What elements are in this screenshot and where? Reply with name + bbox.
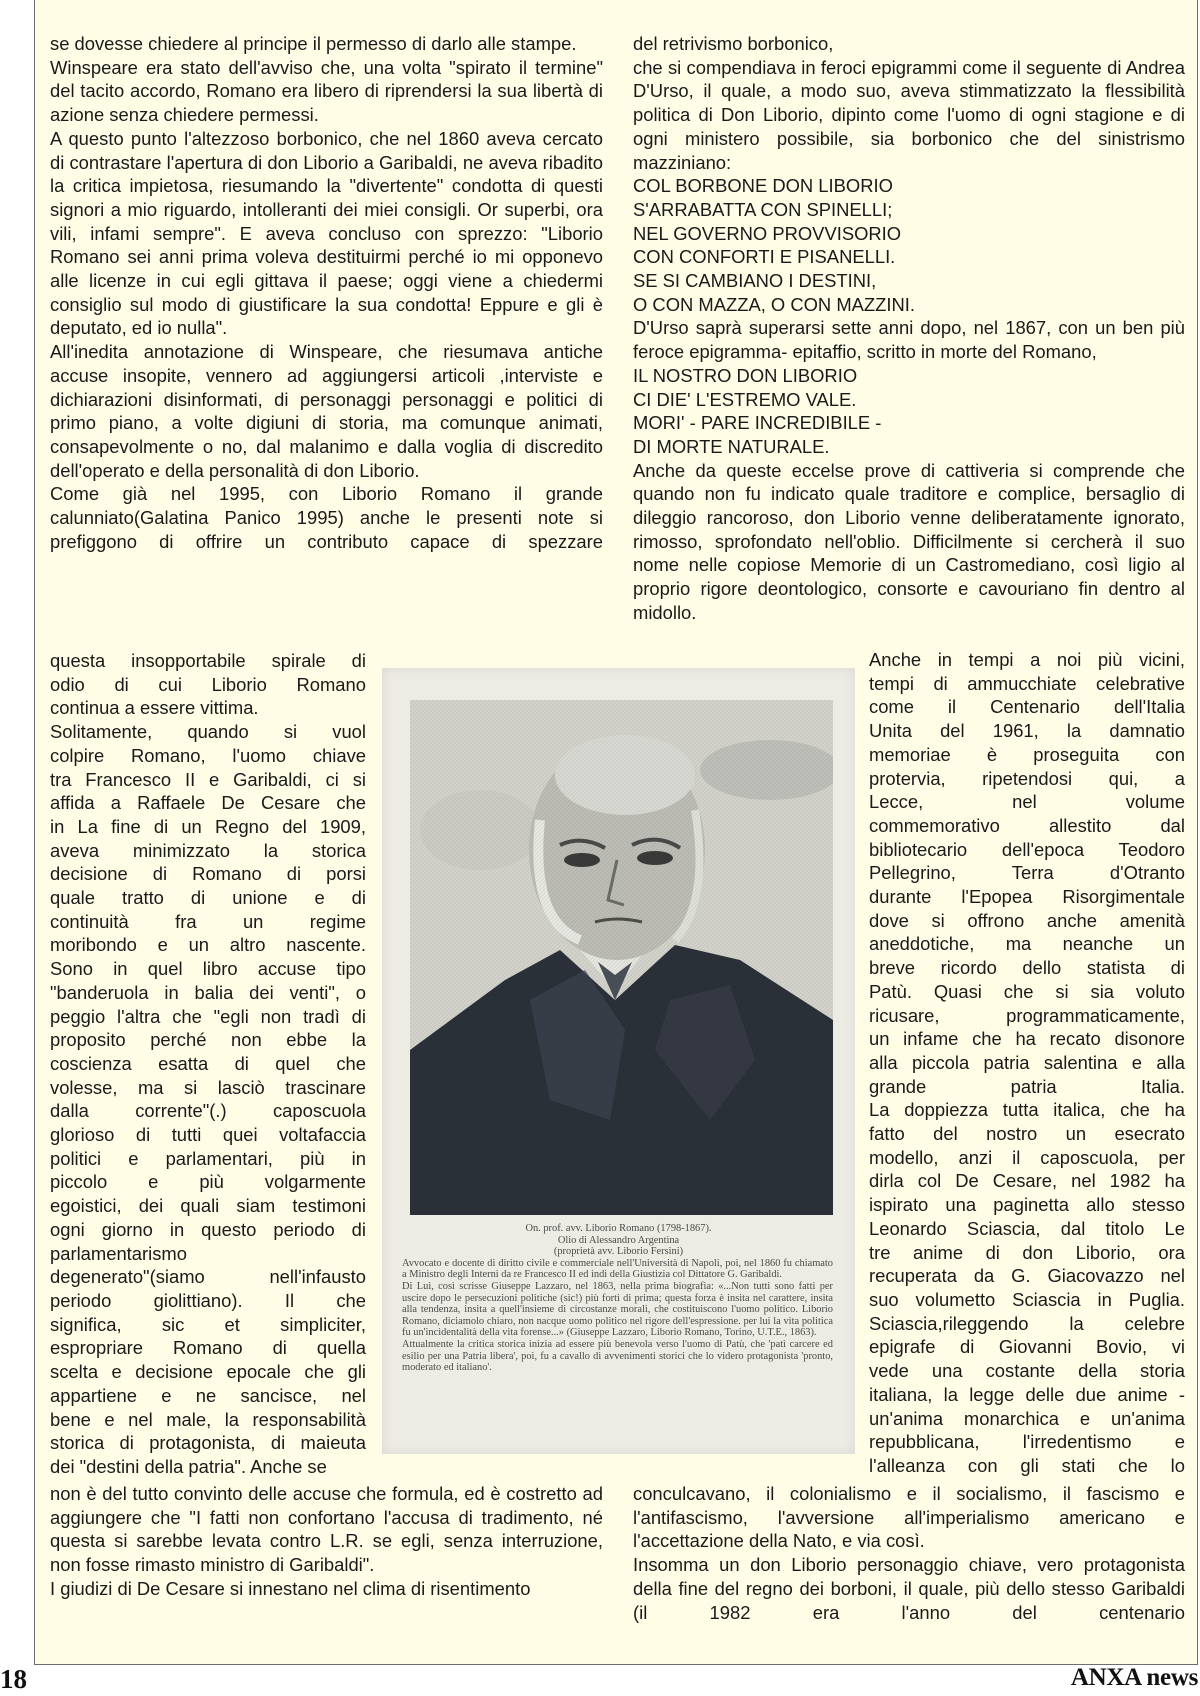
text-line: piccolo e più volgarmente: [50, 1171, 366, 1193]
text-line: coscienza esatta di quel che: [50, 1052, 366, 1074]
epigram-line: IL NOSTRO DON LIBORIO: [633, 364, 858, 386]
text-line: tra Francesco II e Garibaldi, ci si: [50, 768, 366, 790]
caption-paragraph: Avvocato e docente di diritto civile e commerciale nell'Università di Napoli, poi, nel 1860 fu chiamato a Ministro degli Interni da re Francesco II ed indi della Giustizia col Dittatore G. Garibaldi.: [402, 1257, 833, 1281]
text-line: significa, sic et simpliciter,: [50, 1313, 366, 1335]
text-line: peggio l'altra che "egli non tradì di: [50, 1005, 366, 1027]
text-line: proposito perché non ebbe la: [50, 1029, 366, 1051]
text-line: dalla corrente"(.) caposcuola: [50, 1100, 366, 1122]
text-line: quale tratto di unione e di: [50, 887, 366, 909]
text-line: ispirato una paginetta allo stesso: [869, 1194, 1185, 1216]
epigram-line: SE SI CAMBIANO I DESTINI,: [633, 270, 877, 292]
text-line: fatto del nostro un esecrato: [869, 1123, 1185, 1145]
right-column-bottom: [633, 1482, 1185, 1624]
text-line: alla piccola patria salentina e alla: [869, 1051, 1185, 1073]
text-line: commemorativo allestito dal: [869, 814, 1185, 836]
text-line: tempi di ammucchiate celebrative: [869, 672, 1185, 694]
caption-paragraph: Di Lui, così scrisse Giuseppe Lazzaro, nel 1863, nella prima biografia: «...Non tutti sono fatti per uscire dopo le persecuzioni politiche (sic!) più forti di prima; questa forza è insita nel carattere, insita alla tendenza, insita a quell'insieme di circostanze morali, che costituiscono l'uomo politico. Liborio Romano, diciamolo chiaro, non nacque uomo politico nel rigore dell'espressione. per lui la vita politica fu un'incidentalità della vita forense...» (Giuseppe Lazzaro, Liborio Romano, Torino, U.T.E., 1863).: [402, 1280, 833, 1339]
text-line: politici e parlamentari, più in: [50, 1147, 366, 1169]
text-line: Patù. Quasi che si sia voluto: [869, 980, 1185, 1002]
paragraph: Insomma un don Liborio personaggio chiave, vero protagonista della fine del regno dei borboni, il quale, più dello stesso Garibaldi (il 1982 era l'anno del centenario: [633, 1554, 1185, 1623]
text-line: breve ricordo dello statista di: [869, 957, 1185, 979]
text-line: continuità fra un regime: [50, 910, 366, 932]
text-line: come il Centenario dell'Italia: [869, 696, 1185, 718]
epigram-line: COL BORBONE DON LIBORIO: [633, 175, 893, 197]
text-line: dove si offrono anche amenità: [869, 909, 1185, 931]
text-line: Leonardo Sciascia, dal titolo Le: [869, 1217, 1185, 1239]
text-line: ricusare, programmaticamente,: [869, 1004, 1185, 1026]
paragraph: conculcavano, il colonialismo e il socialismo, il fascismo e l'antifascismo, l'avversione all'imperialismo americano e l'accettazione della Nato, e via così.: [633, 1483, 1185, 1552]
text-line: grande patria Italia.: [869, 1075, 1185, 1097]
paragraph: D'Urso saprà superarsi sette anni dopo, nel 1867, con un ben più feroce epigramma- epitaffio, scritto in morte del Romano,: [633, 317, 1185, 363]
text-line: vede una costante della storia: [869, 1360, 1185, 1382]
portrait-painting: [410, 700, 833, 1215]
left-column: [50, 32, 603, 553]
caption-title: On. prof. avv. Liborio Romano (1798-1867).: [525, 1223, 712, 1234]
text-line: parlamentarismo: [50, 1242, 187, 1264]
caption-paragraph: Attualmente la critica storica inizia ad essere più benevola verso l'uomo di Patù, che 'patì carcere ed esilio per una Patria libera', poi, fu a cavallo di avvenimenti storici che lo videro protagonista 'pronto, moderato ed italiano'.: [402, 1338, 833, 1374]
text-line: bibliotecario dell'epoca Teodoro: [869, 838, 1185, 860]
caption-artist: Olio di Alessandro Argentina: [557, 1234, 680, 1246]
text-line: odio di cui Liborio Romano: [50, 673, 366, 695]
text-line: Pellegrino, Terra d'Otranto: [869, 862, 1185, 884]
text-line: espropriare Romano di quella: [50, 1337, 366, 1359]
text-line: un'anima monarchica e un'anima: [869, 1407, 1185, 1429]
left-column-bottom: [50, 1482, 603, 1601]
paragraph: I giudizi di De Cesare si innestano nel clima di risentimento: [50, 1577, 531, 1599]
text-line: Lecce, nel volume: [869, 791, 1185, 813]
text-line: periodo giolittiano). Il che: [50, 1289, 366, 1311]
text-line: repubblicana, l'irredentismo e: [869, 1431, 1185, 1453]
epigram-line: MORI' - PARE INCREDIBILE -: [633, 412, 882, 434]
right-wrapped-text: [869, 648, 1185, 1478]
text-line: volesse, ma si lasciò trascinare: [50, 1076, 366, 1098]
text-line: dei "destini della patria". Anche se: [50, 1455, 327, 1477]
epigram-line: CON CONFORTI E PISANELLI.: [633, 246, 896, 268]
text-line: affida a Raffaele De Cesare che: [50, 792, 366, 814]
epigram-line: S'ARRABATTA CON SPINELLI;: [633, 198, 893, 220]
epigram-line: O CON MAZZA, O CON MAZZINI.: [633, 293, 915, 315]
text-line: recuperata da G. Giacovazzo nel: [869, 1265, 1185, 1287]
text-line: La doppiezza tutta italica, che ha: [869, 1099, 1185, 1121]
text-line: decisione di Romano di porsi: [50, 863, 366, 885]
text-line: in La fine di un Regno del 1909,: [50, 815, 366, 837]
portrait-illustration: [410, 700, 833, 1215]
text-line: glorioso di tutti quei voltafaccia: [50, 1124, 366, 1146]
text-line: durante l'Epopea Risorgimentale: [869, 886, 1185, 908]
paragraph: All'inedita annotazione di Winspeare, che riesumava antiche accuse insopite, vennero ad aggiungersi articoli ,interviste e dichiarazioni disinformati, di personaggi personaggi e politici di primo piano, a volte digiuni di storia, ma comunque animati, consapevolmente o no, dal malanimo e dalla voglia di discredito dell'operato e della personalità di don Liborio.: [50, 341, 603, 481]
text-line: moribondo e un altro nascente.: [50, 934, 366, 956]
page-number: 18: [0, 1664, 27, 1694]
text-line: continua a essere vittima.: [50, 697, 259, 719]
left-wrapped-text: [50, 649, 366, 1479]
paragraph: non è del tutto convinto delle accuse che formula, ed è costretto ad aggiungere che "I fatti non confortano l'accusa di tradimento, né questa si sarebbe levata contro L.R. se egli, senza interruzione, non fosse rimasto ministro di Garibaldi".: [50, 1483, 603, 1576]
paragraph: A questo punto l'altezzoso borbonico, che nel 1860 aveva cercato di contrastare l'apertura di don Liborio a Garibaldi, ne aveva ribadito la critica impietosa, riesumando la "divertente" condotta di questi signori a mio riguardo, intolleranti dei miei consigli. Or superbi, ora vili, infami sempre". E aveva concluso con sprezzo: "Liborio Romano sei anni prima voleva destituirmi perché io mi opponevo alle licenze in cui egli gittava il paese; oggi viene a chiedermi consiglio sul modo di giustificare la sua condotta! Eppure e gli è deputato, ed io nulla".: [50, 127, 603, 339]
caption-owner: (proprietà avv. Liborio Fersini): [553, 1246, 684, 1258]
text-line: "banderuola in balia dei venti", o: [50, 981, 366, 1003]
epigram-line: CI DIE' L'ESTREMO VALE.: [633, 388, 857, 410]
epigram-line: DI MORTE NATURALE.: [633, 435, 830, 457]
text-line: questa insopportabile spirale di: [50, 650, 366, 671]
paragraph: che si compendiava in feroci epigrammi come il seguente di Andrea D'Urso, il quale, a modo suo, aveva stimmatizzato la flessibilità politica di Don Liborio, dipinto come l'uomo di ogni stagione e di ogni ministero possibile, sia borbonico che del sinistrismo mazziniano:: [633, 56, 1185, 173]
paragraph: se dovesse chiedere al principe il permesso di darlo alle stampe.: [50, 33, 577, 54]
epigram-first: [633, 174, 1185, 316]
right-column: [633, 32, 1185, 625]
text-line: modello, anzi il caposcuola, per: [869, 1146, 1185, 1168]
text-line: Sono in quel libro accuse tipo: [50, 958, 366, 980]
text-line: colpire Romano, l'uomo chiave: [50, 744, 366, 766]
text-line: degenerato"(siamo nell'infausto: [50, 1266, 366, 1288]
text-line: Unita del 1961, la damnatio: [869, 720, 1185, 742]
text-line: scelta e decisione epocale che gli: [50, 1361, 366, 1383]
epigram-epitaph: [633, 364, 1185, 459]
text-line: Anche in tempi a noi più vicini,: [869, 649, 1185, 670]
text-line: protervia, ripetendosi qui, a: [869, 767, 1185, 789]
paragraph: Anche da queste eccelse prove di cattiveria si comprende che quando non fu indicato quale traditore e complice, bersaglio di dileggio rancoroso, don Liborio venne deliberatamente ignorato, rimosso, sprofondato nell'oblio. Difficilmente si cercherà il suo nome nelle copiose Memorie di un Castromediano, così ligio al proprio rigore deontologico, consorte e cavouriano fin dentro al midollo.: [633, 459, 1185, 623]
portrait-figure: [382, 668, 855, 1454]
text-line: l'alleanza con gli stati che lo: [869, 1454, 1185, 1476]
text-line: egoistici, dei quali siam testimoni: [50, 1195, 366, 1217]
text-line: storica di protagonista, di maieuta: [50, 1432, 366, 1454]
text-line: appartiene e ne sancisce, nel: [50, 1384, 366, 1406]
text-line: tre anime di don Liborio, ora: [869, 1241, 1185, 1263]
text-line: ogni giorno in questo periodo di: [50, 1218, 366, 1240]
paragraph: Winspeare era stato dell'avviso che, una volta "spirato il termine" del tacito accordo, Romano era libero di riprendersi la sua libertà di azione senza chiedere permessi.: [50, 56, 603, 126]
paragraph: Come già nel 1995, con Liborio Romano il grande calunniato(Galatina Panico 1995) anche le presenti note si prefiggono di offrire un contributo capace di spezzare: [50, 483, 603, 552]
text-line: memoriae è proseguita con: [869, 743, 1185, 765]
text-line: bene e nel male, la responsabilità: [50, 1408, 366, 1430]
epigram-line: NEL GOVERNO PROVVISORIO: [633, 222, 902, 244]
text-line: aneddotiche, ma neanche un: [869, 933, 1185, 955]
text-line: italiana, la legge delle due anime -: [869, 1383, 1185, 1405]
text-line: epigrafe di Giovanni Bovio, vi: [869, 1336, 1185, 1358]
portrait-caption: [382, 1223, 855, 1374]
publication-name: ANXA news: [1070, 1664, 1198, 1691]
text-line: dirla col De Cesare, nel 1982 ha: [869, 1170, 1185, 1192]
text-line: suo volumetto Sciascia in Puglia.: [869, 1288, 1185, 1310]
text-line: aveva minimizzato la storica: [50, 839, 366, 861]
text-line: Sciascia,rileggendo la celebre: [869, 1312, 1185, 1334]
paragraph: del retrivismo borbonico,: [633, 33, 834, 54]
text-line: un infame che ha recato disonore: [869, 1028, 1185, 1050]
text-line: Solitamente, quando si vuol: [50, 721, 366, 743]
